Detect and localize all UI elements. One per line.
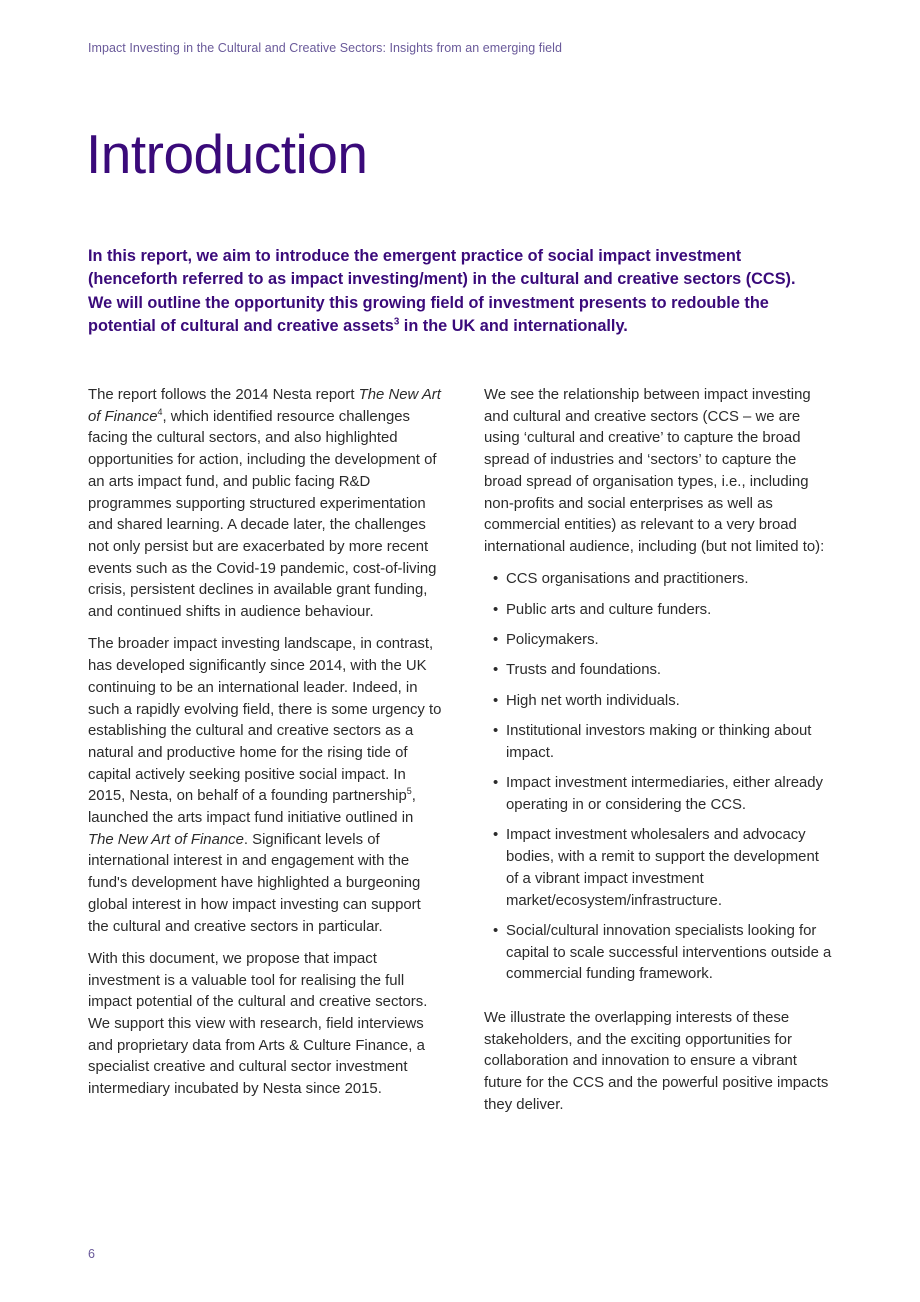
list-item [484,721,834,764]
footnote-ref-4: 4 [157,406,163,417]
text-span: , launched the arts impact fund initiative outlined in [88,788,416,827]
list-item-text: CCS organisations and practitioners. [506,571,749,588]
bullet-icon: • [493,662,499,679]
bullet-icon: • [493,922,499,939]
report-title-citation: The New Art of Finance [88,831,244,848]
running-header: Impact Investing in the Cultural and Creative Sectors: Insights from an emerging field [88,41,562,55]
left-column [88,385,443,1112]
list-item [484,569,834,591]
stakeholder-list [484,569,834,986]
lead-paragraph [88,245,818,338]
paragraph-report-background [88,385,443,624]
footnote-ref-3: 3 [393,316,400,328]
right-column [484,385,834,1127]
list-item-text: Trusts and foundations. [506,662,662,679]
list-item [484,600,834,622]
paragraph-audience-intro: We see the relationship between impact investing and cultural and creative sectors (CCS – we are using ‘cultural and creative’ to capture the broad spread of industries and ‘sectors’ to capture the broad spread of organisation types, i.e., including non-profits and social enterprises as well as commercial entities) as relevant to a very broad international audience, including (but not limited to): [484,387,825,555]
bullet-icon: • [493,601,499,618]
list-item [484,773,834,816]
paragraph-landscape [88,634,443,938]
bullet-icon: • [493,723,499,740]
list-item-text: Policymakers. [506,632,599,649]
bullet-icon: • [493,571,499,588]
page-number: 6 [88,1247,95,1261]
lead-text-end: in the UK and internationally. [399,316,628,335]
text-span: The report follows the 2014 Nesta report [88,387,359,403]
list-item [484,921,834,986]
list-item-text: High net worth individuals. [506,692,680,709]
footnote-ref-5: 5 [406,786,412,797]
list-item [484,630,834,652]
text-span: The broader impact investing landscape, in contrast, has developed significantly since 2014, with the UK continuing to be an international leader. Indeed, in such a rapidly evolving field, there is some urgency to establishing the cultural and creative sectors as a natural and productive home for the rising tide of capital actively seeking positive social impact. In 2015, Nesta, on behalf of a founding partnership [88,636,442,805]
list-item [484,660,834,682]
report-title-citation: The New Art of Finance [88,387,441,425]
bullet-icon: • [493,692,499,709]
paragraph-proposal: With this document, we propose that impact investment is a valuable tool for realising the full impact potential of the cultural and creative sectors. We support this view with research, field interviews and proprietary data from Arts & Culture Finance, a specialist creative and cultural sector investment intermediary incubated by Nesta since 2015. [88,950,428,1098]
lead-text: In this report, we aim to introduce the emergent practice of social impact investment (henceforth referred to as impact investing/ment) in the cultural and creative sectors (CCS). We will outline the opportunity this growing field of investment presents to redouble the potential of cultural and creative assets [88,247,796,335]
bullet-icon: • [493,775,499,792]
list-item-text: Institutional investors making or thinking about impact. [506,723,812,761]
page-title: Introduction [86,123,368,185]
list-item-text: Public arts and culture funders. [506,601,712,618]
bullet-icon: • [493,827,499,844]
bullet-icon: • [493,632,499,649]
text-span: , which identified resource challenges facing the cultural sectors, and also highlighted opportunities for action, including the development of an arts impact fund, and public facing R&D programmes supporting structured experimentation and shared learning. A decade later, the challenges not only persist but are exacerbated by more recent events such as the Covid-19 pandemic, cost-of-living crisis, persistent declines in available grant funding, and continued shifts in audience behaviour. [88,408,437,621]
list-item-text: Impact investment intermediaries, either already operating in or considering the CCS. [506,775,823,814]
paragraph-closing: We illustrate the overlapping interests of these stakeholders, and the exciting opportunities for collaboration and innovation to ensure a vibrant future for the CCS and the powerful positive impacts they deliver. [484,1010,829,1113]
list-item-text: Social/cultural innovation specialists looking for capital to scale successful interventions outside a commercial funding framework. [506,922,832,983]
list-item [484,825,834,912]
text-span: . Significant levels of international interest in and engagement with the fund's development have highlighted a burgeoning global interest in how impact investing can support the cultural and creative sectors in particular. [88,831,421,935]
list-item-text: Impact investment wholesalers and advocacy bodies, with a remit to support the development of a vibrant impact investment market/ecosystem/infrastructure. [506,827,819,909]
list-item [484,691,834,713]
